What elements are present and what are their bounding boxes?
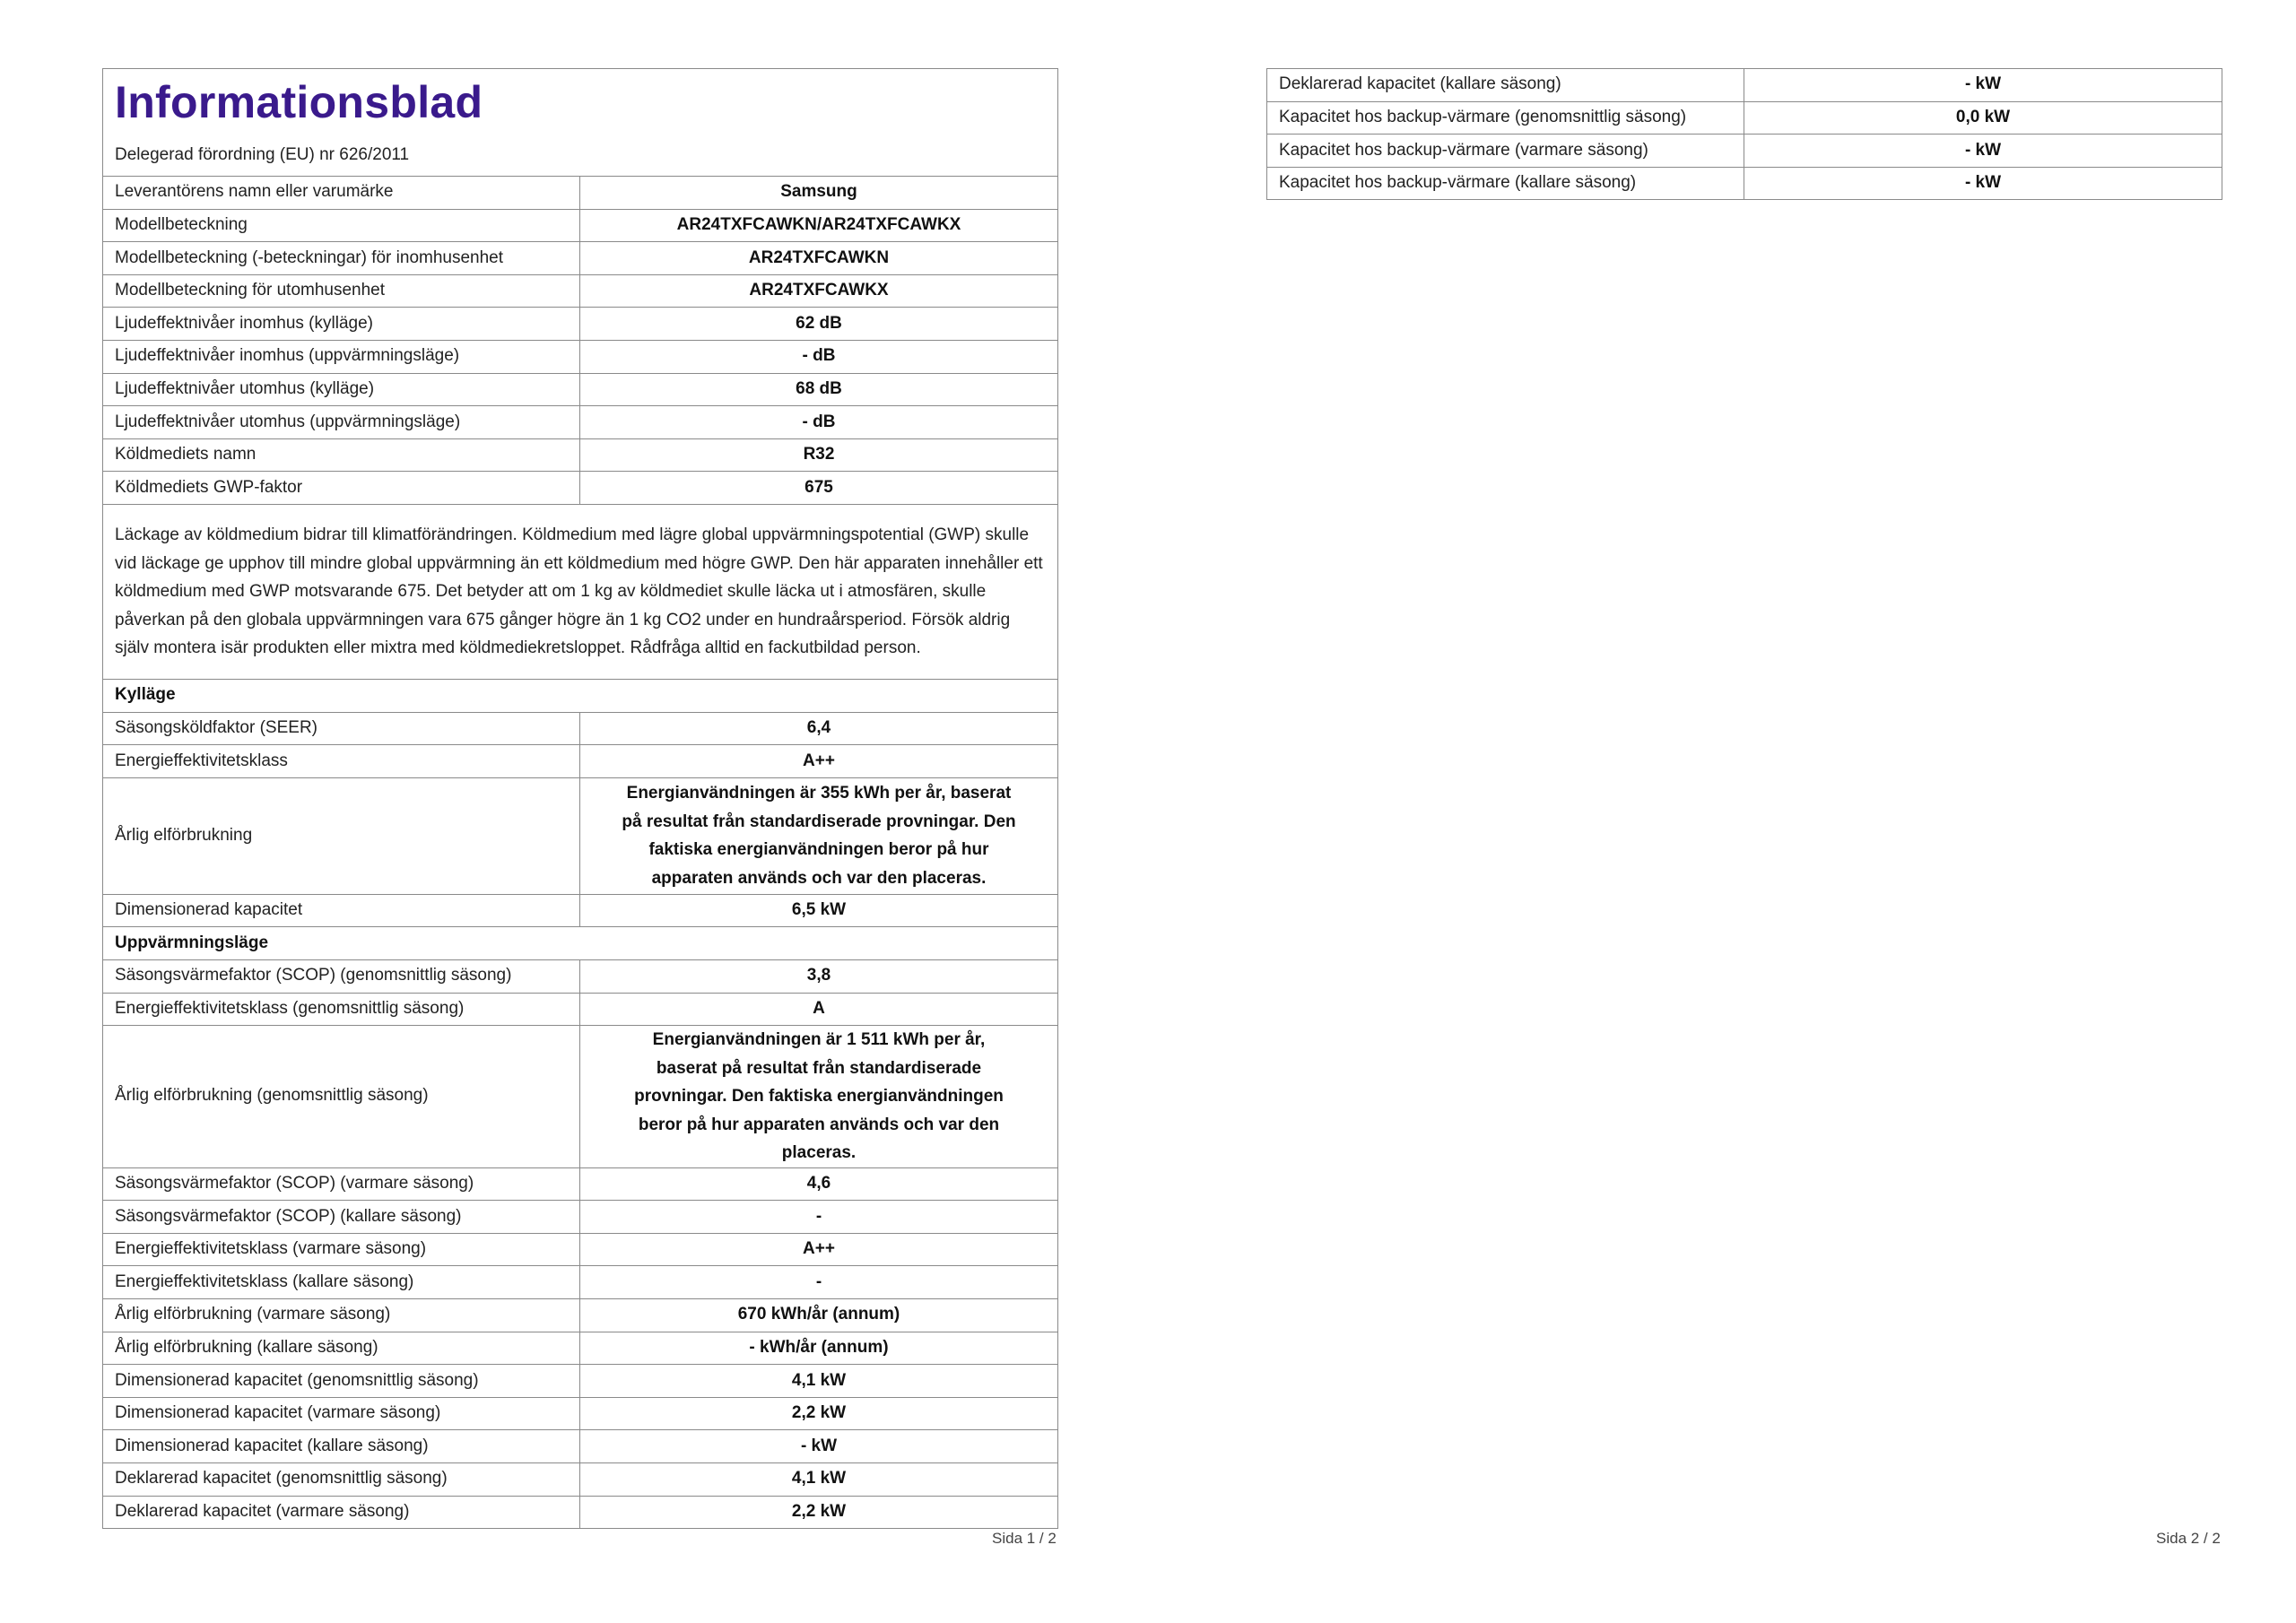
row-value: 4,1 kW (580, 1462, 1058, 1496)
header-cell (103, 69, 1058, 177)
row-value: - kW (1744, 135, 2222, 168)
table-row (103, 1266, 1058, 1299)
row-label: Ljudeffektnivåer utomhus (kylläge) (103, 373, 580, 406)
row-value: 675 (580, 472, 1058, 505)
row-label: Leverantörens namn eller varumärke (103, 177, 580, 210)
row-value: AR24TXFCAWKX (580, 274, 1058, 308)
table-row (103, 209, 1058, 242)
row-value-text: Energianvändningen är 355 kWh per år, baserat på resultat från standardiserade provningar. Den faktiska energianvändningen beror på hur apparaten används och var den placeras. (622, 784, 1016, 888)
row-value: - kWh/år (annum) (580, 1332, 1058, 1365)
table-row (103, 959, 1058, 993)
row-label: Ljudeffektnivåer inomhus (kylläge) (103, 308, 580, 341)
row-label: Säsongsvärmefaktor (SCOP) (genomsnittlig säsong) (103, 959, 580, 993)
table-row (1267, 167, 2222, 200)
page-title: Informationsblad (115, 77, 483, 127)
row-label: Energieffektivitetsklass (103, 745, 580, 778)
row-value: Samsung (580, 177, 1058, 210)
row-value: A++ (580, 1233, 1058, 1266)
info-sheet-table-continued (1266, 68, 2222, 200)
row-label: Säsongsvärmefaktor (SCOP) (varmare säsong) (103, 1167, 580, 1201)
page-2 (1148, 0, 2296, 1623)
table-row (103, 438, 1058, 472)
refrigerant-note: Läckage av köldmedium bidrar till klimatförändringen. Köldmedium med lägre global uppvärmningspotential (GWP) skulle vid läckage ge upphov till mindre global uppvärmning än ett köldmedium med högre GWP. Den här apparaten innehåller ett köldmedium med GWP motsvarande 675. Det betyder att om 1 kg av köldmediet skulle läcka ut i atmosfären, skulle påverkan på den globala uppvärmningen vara 675 gånger högre än 1 kg CO2 under en hundraårsperiod. Försök aldrig själv montera isär produkten eller mixtra med köldmediekretsloppet. Rådfråga alltid en fackutbildad person. (103, 504, 1058, 679)
table-row (1267, 69, 2222, 102)
header-row (103, 69, 1058, 177)
section-cooling (103, 679, 1058, 712)
row-value: 4,1 kW (580, 1365, 1058, 1398)
table-row (103, 1430, 1058, 1463)
row-label: Ljudeffektnivåer utomhus (uppvärmningsläge) (103, 406, 580, 439)
info-sheet-table (102, 68, 1058, 1529)
row-value: - (580, 1201, 1058, 1234)
table-row (103, 1233, 1058, 1266)
row-value: A (580, 993, 1058, 1026)
table-row (103, 472, 1058, 505)
row-value: 2,2 kW (580, 1397, 1058, 1430)
row-label: Kapacitet hos backup-värmare (kallare säsong) (1267, 167, 1744, 200)
page-number: Sida 1 / 2 (992, 1530, 1057, 1547)
row-value: 670 kWh/år (annum) (580, 1298, 1058, 1332)
row-label: Kapacitet hos backup-värmare (varmare säsong) (1267, 135, 1744, 168)
row-label: Säsongsvärmefaktor (SCOP) (kallare säsong) (103, 1201, 580, 1234)
row-label: Deklarerad kapacitet (varmare säsong) (103, 1496, 580, 1529)
row-value: AR24TXFCAWKN/AR24TXFCAWKX (580, 209, 1058, 242)
row-label: Deklarerad kapacitet (genomsnittlig säsong) (103, 1462, 580, 1496)
table-row (103, 1365, 1058, 1398)
table-row (103, 1167, 1058, 1201)
row-value (580, 1026, 1058, 1168)
row-label: Ljudeffektnivåer inomhus (uppvärmningsläge) (103, 340, 580, 373)
row-label: Energieffektivitetsklass (kallare säsong) (103, 1266, 580, 1299)
row-label: Energieffektivitetsklass (varmare säsong) (103, 1233, 580, 1266)
row-label: Årlig elförbrukning (103, 777, 580, 894)
row-label: Modellbeteckning (-beteckningar) för inomhusenhet (103, 242, 580, 275)
row-value: 6,5 kW (580, 894, 1058, 927)
row-label: Kapacitet hos backup-värmare (genomsnittlig säsong) (1267, 101, 1744, 135)
table-row (103, 1298, 1058, 1332)
table-row (103, 406, 1058, 439)
regulation-subtitle: Delegerad förordning (EU) nr 626/2011 (115, 144, 410, 164)
row-label: Dimensionerad kapacitet (103, 894, 580, 927)
row-value: AR24TXFCAWKN (580, 242, 1058, 275)
row-label: Årlig elförbrukning (varmare säsong) (103, 1298, 580, 1332)
row-label: Dimensionerad kapacitet (varmare säsong) (103, 1397, 580, 1430)
table-row (1267, 101, 2222, 135)
table-row (103, 340, 1058, 373)
row-value (580, 777, 1058, 894)
row-value: 0,0 kW (1744, 101, 2222, 135)
section-heating-label: Uppvärmningsläge (103, 927, 1058, 960)
table-row (103, 1496, 1058, 1529)
row-label: Säsongsköldfaktor (SEER) (103, 712, 580, 745)
row-label: Dimensionerad kapacitet (kallare säsong) (103, 1430, 580, 1463)
table-row (103, 373, 1058, 406)
row-label: Deklarerad kapacitet (kallare säsong) (1267, 69, 1744, 102)
row-value: - kW (580, 1430, 1058, 1463)
page-number: Sida 2 / 2 (2156, 1530, 2221, 1547)
table-row (103, 894, 1058, 927)
row-value: 62 dB (580, 308, 1058, 341)
refrigerant-note-row (103, 504, 1058, 679)
row-label: Modellbeteckning (103, 209, 580, 242)
row-value: 3,8 (580, 959, 1058, 993)
table-row (103, 1201, 1058, 1234)
table-row (103, 1462, 1058, 1496)
row-value: - (580, 1266, 1058, 1299)
table-row (103, 1332, 1058, 1365)
row-value: - dB (580, 406, 1058, 439)
table-row (103, 242, 1058, 275)
table-row (103, 1397, 1058, 1430)
row-value: - kW (1744, 69, 2222, 102)
row-label: Dimensionerad kapacitet (genomsnittlig säsong) (103, 1365, 580, 1398)
row-value: 6,4 (580, 712, 1058, 745)
row-value: R32 (580, 438, 1058, 472)
row-value: 68 dB (580, 373, 1058, 406)
row-value: 2,2 kW (580, 1496, 1058, 1529)
row-label: Modellbeteckning för utomhusenhet (103, 274, 580, 308)
table-row (103, 274, 1058, 308)
table-row (1267, 135, 2222, 168)
table-row (103, 745, 1058, 778)
section-cooling-label: Kylläge (103, 679, 1058, 712)
row-label: Köldmediets namn (103, 438, 580, 472)
row-value-text: Energianvändningen är 1 511 kWh per år, baserat på resultat från standardiserade provningar. Den faktiska energianvändningen beror på hur apparaten används och var den placeras. (634, 1030, 1004, 1163)
table-row (103, 177, 1058, 210)
table-row (103, 993, 1058, 1026)
row-label: Årlig elförbrukning (kallare säsong) (103, 1332, 580, 1365)
table-row (103, 712, 1058, 745)
row-label: Köldmediets GWP-faktor (103, 472, 580, 505)
row-value: - kW (1744, 167, 2222, 200)
section-heating (103, 927, 1058, 960)
row-label: Årlig elförbrukning (genomsnittlig säsong) (103, 1026, 580, 1168)
table-row (103, 308, 1058, 341)
row-value: - dB (580, 340, 1058, 373)
row-value: A++ (580, 745, 1058, 778)
row-value: 4,6 (580, 1167, 1058, 1201)
row-label: Energieffektivitetsklass (genomsnittlig säsong) (103, 993, 580, 1026)
table-row (103, 777, 1058, 894)
table-row (103, 1026, 1058, 1168)
